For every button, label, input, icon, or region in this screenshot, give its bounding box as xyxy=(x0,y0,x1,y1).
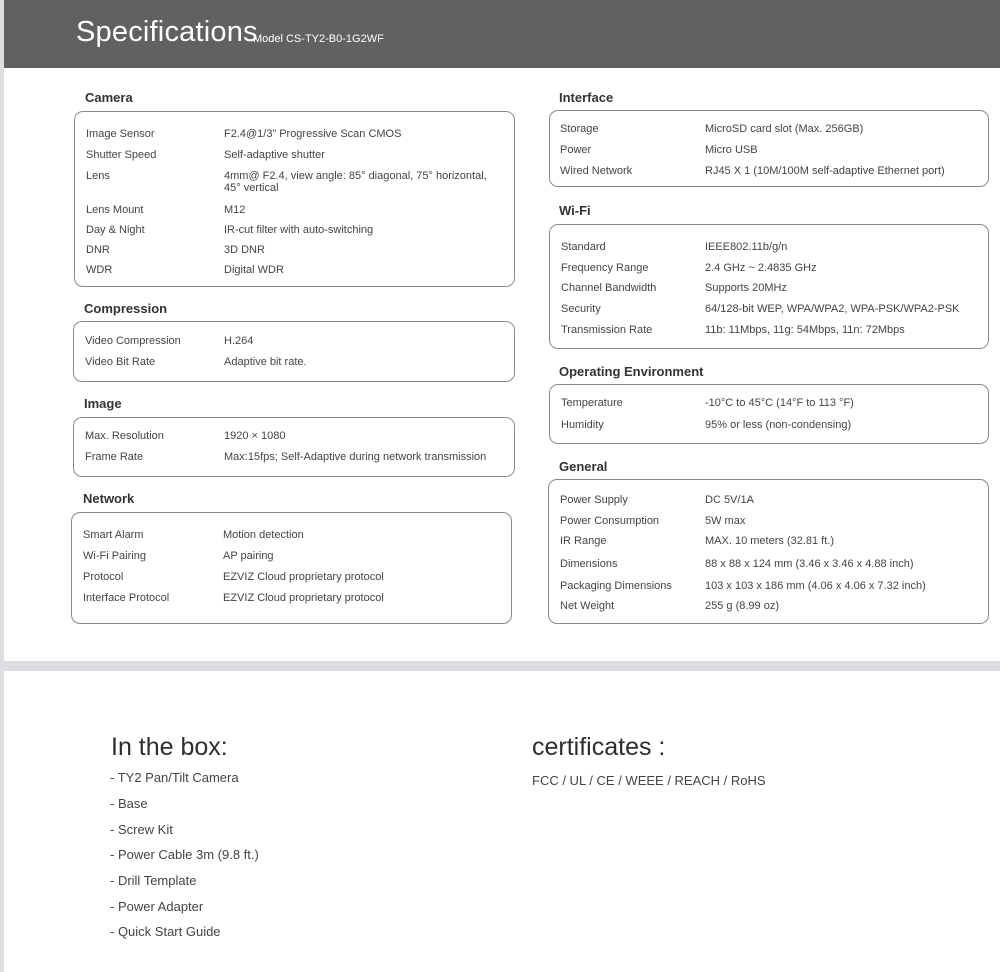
compression-spec-box xyxy=(73,321,515,382)
spec-value: 1920 × 1080 xyxy=(224,430,286,442)
spec-label: Wired Network xyxy=(560,165,633,177)
spec-label: Power Supply xyxy=(560,494,628,506)
spec-header xyxy=(4,0,1000,68)
spec-label: Wi-Fi Pairing xyxy=(83,550,146,562)
wifi-spec-box xyxy=(549,224,989,349)
list-item: - Drill Template xyxy=(110,873,197,888)
in-the-box-title: In the box: xyxy=(111,733,228,761)
spec-label: IR Range xyxy=(560,535,607,547)
section-title-wifi: Wi-Fi xyxy=(559,203,591,218)
spec-label: Dimensions xyxy=(560,558,618,570)
list-item: - Base xyxy=(110,796,148,811)
spec-value: Motion detection xyxy=(223,529,304,541)
list-item: - Quick Start Guide xyxy=(110,924,221,939)
spec-value: 3D DNR xyxy=(224,244,265,256)
environment-spec-box xyxy=(549,384,989,444)
spec-value: Adaptive bit rate. xyxy=(224,356,307,368)
certificates-title: certificates : xyxy=(532,733,666,761)
spec-label: Smart Alarm xyxy=(83,529,144,541)
spec-value: EZVIZ Cloud proprietary protocol xyxy=(223,592,384,604)
spec-label: Video Compression xyxy=(85,335,181,347)
spec-label: Shutter Speed xyxy=(86,149,157,161)
spec-value: Digital WDR xyxy=(224,264,284,276)
section-title-interface: Interface xyxy=(559,90,614,105)
spec-value: IEEE802.11b/g/n xyxy=(705,241,788,253)
spec-label: Channel Bandwidth xyxy=(561,282,657,294)
section-title-network: Network xyxy=(83,491,135,506)
spec-value: 88 x 88 x 124 mm (3.46 x 3.46 x 4.88 inch) xyxy=(705,558,914,570)
spec-label: Standard xyxy=(561,241,606,253)
spec-label: WDR xyxy=(86,264,113,276)
spec-label: Interface Protocol xyxy=(83,592,170,604)
list-item: - TY2 Pan/Tilt Camera xyxy=(110,770,239,785)
spec-value: 11b: 11Mbps, 11g: 54Mbps, 11n: 72Mbps xyxy=(705,324,905,336)
spec-sheet xyxy=(4,0,1000,661)
spec-value: DC 5V/1A xyxy=(705,494,754,506)
spec-value: M12 xyxy=(224,204,246,216)
section-title-compression: Compression xyxy=(84,301,168,316)
spec-value: RJ45 X 1 (10M/100M self-adaptive Ethernet port) xyxy=(705,165,945,177)
spec-label: Max. Resolution xyxy=(85,430,164,442)
spec-label: Packaging Dimensions xyxy=(560,580,672,592)
network-spec-box xyxy=(71,512,512,624)
section-title-image: Image xyxy=(84,396,122,411)
spec-label: Day & Night xyxy=(86,224,145,236)
certificates-list: FCC / UL / CE / WEEE / REACH / RoHS xyxy=(532,773,766,788)
spec-label: Security xyxy=(561,303,601,315)
spec-value: -10°C to 45°C (14°F to 113 °F) xyxy=(705,397,854,409)
spec-label: DNR xyxy=(86,244,110,256)
spec-label: Video Bit Rate xyxy=(85,356,156,368)
spec-value: Supports 20MHz xyxy=(705,282,787,294)
spec-value: 64/128-bit WEP, WPA/WPA2, WPA-PSK/WPA2-PSK xyxy=(705,303,960,315)
spec-label: Storage xyxy=(560,123,599,135)
list-item: - Power Adapter xyxy=(110,899,204,914)
spec-value: AP pairing xyxy=(223,550,274,562)
spec-value: MicroSD card slot (Max. 256GB) xyxy=(705,123,864,135)
spec-label: Image Sensor xyxy=(86,128,155,140)
interface-spec-box xyxy=(549,110,989,187)
spec-value: 103 x 103 x 186 mm (4.06 x 4.06 x 7.32 inch) xyxy=(705,580,926,592)
box-contents-panel xyxy=(4,671,1000,972)
spec-label: Transmission Rate xyxy=(561,324,653,336)
section-title-general: General xyxy=(559,459,608,474)
section-title-environment: Operating Environment xyxy=(559,364,704,379)
spec-value: 2.4 GHz ~ 2.4835 GHz xyxy=(705,262,817,274)
spec-label: Frame Rate xyxy=(85,451,144,463)
spec-label: Temperature xyxy=(561,397,623,409)
spec-label: Humidity xyxy=(561,419,604,431)
list-item: - Screw Kit xyxy=(110,822,173,837)
section-title-camera: Camera xyxy=(85,90,133,105)
spec-value: F2.4@1/3” Progressive Scan CMOS xyxy=(224,128,402,140)
spec-value: IR-cut filter with auto-switching xyxy=(224,224,374,236)
spec-label: Lens Mount xyxy=(86,204,144,216)
spec-value: 95% or less (non-condensing) xyxy=(705,419,852,431)
spec-value: Self-adaptive shutter xyxy=(224,149,325,161)
spec-label: Frequency Range xyxy=(561,262,649,274)
list-item: - Power Cable 3m (9.8 ft.) xyxy=(110,847,259,862)
spec-label: Net Weight xyxy=(560,600,615,612)
spec-value: H.264 xyxy=(224,335,254,347)
model-number: Model CS-TY2-B0-1G2WF xyxy=(253,33,384,45)
image-spec-box xyxy=(73,417,515,477)
spec-label: Lens xyxy=(86,170,110,182)
spec-value: 5W max xyxy=(705,515,746,527)
spec-value: Micro USB xyxy=(705,144,758,156)
spec-label: Power xyxy=(560,144,592,156)
spec-value: MAX. 10 meters (32.81 ft.) xyxy=(705,535,834,547)
spec-label: Protocol xyxy=(83,571,124,583)
general-spec-box xyxy=(548,479,989,624)
page-title: Specifications xyxy=(76,16,258,48)
spec-value: 255 g (8.99 oz) xyxy=(705,600,779,612)
spec-value: 4mm@ F2.4, view angle: 85° diagonal, 75° horizontal, 45° vertical xyxy=(224,170,487,194)
spec-value: EZVIZ Cloud proprietary protocol xyxy=(223,571,384,583)
camera-spec-box xyxy=(74,111,515,287)
spec-value: Max:15fps; Self-Adaptive during network transmission xyxy=(224,451,487,463)
spec-label: Power Consumption xyxy=(560,515,660,527)
